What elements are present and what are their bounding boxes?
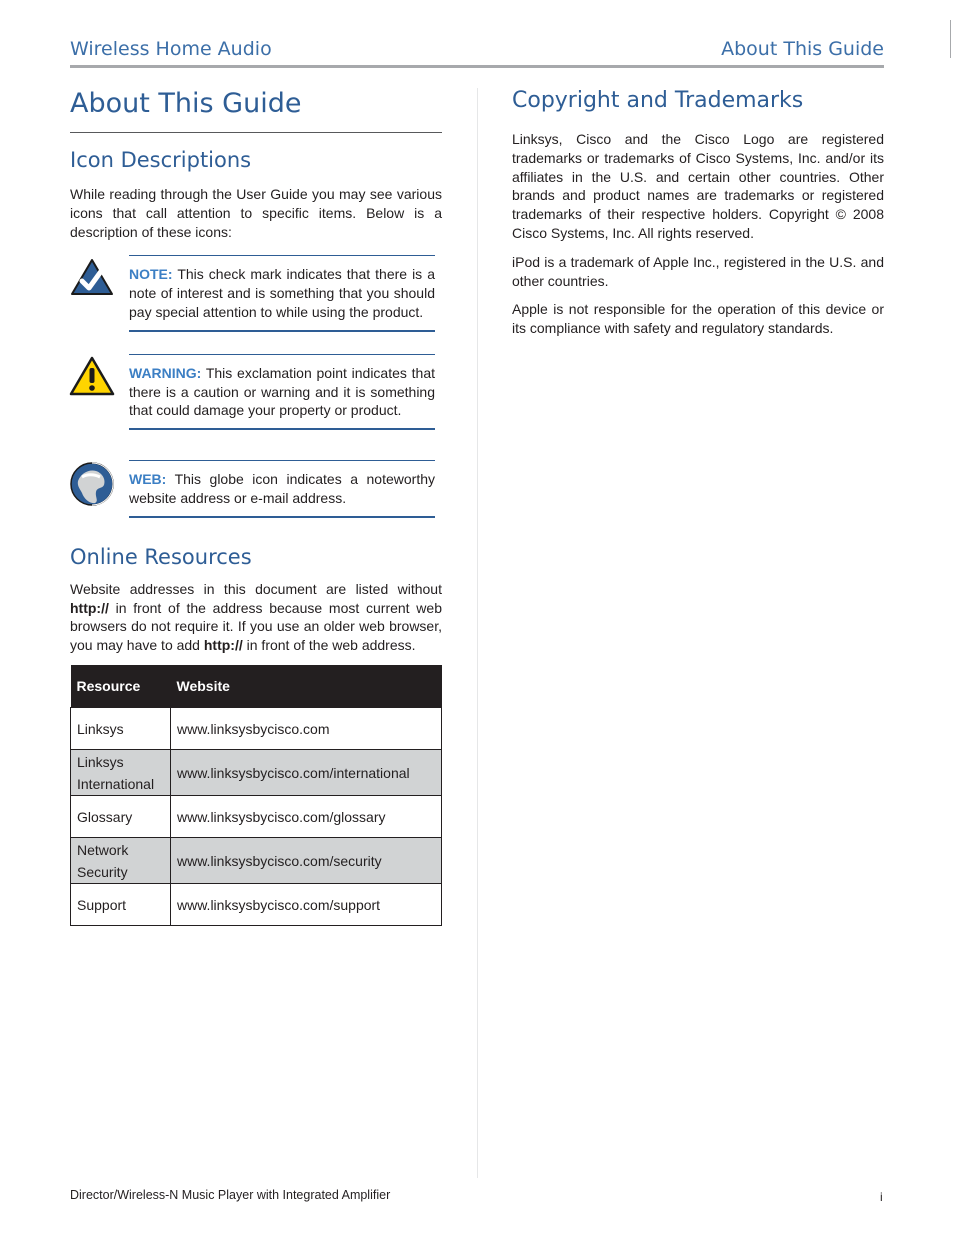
note-text (129, 265, 435, 321)
http-prefix-1: http:// (70, 599, 109, 616)
column-divider (477, 88, 478, 1178)
online-text-part-2: in front of the address because most current web browsers do not require it. If you use an older web browser, you may have to add (70, 599, 442, 654)
resources-table (70, 665, 442, 927)
warning-callout (129, 354, 435, 430)
note-callout (129, 255, 435, 331)
globe-icon (69, 461, 115, 507)
table-header-row (71, 665, 442, 708)
online-resources-heading: Online Resources (70, 544, 252, 569)
running-header (70, 36, 884, 68)
warning-label: WARNING: (129, 364, 202, 381)
column-header-resource: Resource (71, 665, 171, 708)
footer-product-title: Director/Wireless-N Music Player with Integrated Amplifier (70, 1188, 391, 1202)
web-description: This globe icon indicates a noteworthy website address or e-mail address. (129, 471, 435, 506)
resource-cell: Support (71, 884, 171, 926)
online-text-part-1: Website addresses in this document are listed without (70, 580, 442, 597)
icon-descriptions-heading: Icon Descriptions (70, 148, 252, 172)
table-row (71, 838, 442, 884)
page-edge-mark (950, 20, 951, 58)
header-section-name: About This Guide (721, 38, 884, 60)
warning-text (129, 364, 435, 420)
left-column (70, 84, 442, 926)
table-row (71, 796, 442, 838)
online-resources-text (70, 580, 442, 655)
page-title: About This Guide (70, 84, 442, 133)
website-cell: www.linksysbycisco.com/support (171, 884, 442, 926)
website-cell: www.linksysbycisco.com/security (171, 838, 442, 884)
web-text (129, 470, 435, 508)
web-label: WEB: (129, 471, 167, 488)
resource-cell: Glossary (71, 796, 171, 838)
resource-cell: Linksys International (71, 750, 171, 796)
checkmark-icon (69, 256, 115, 302)
http-prefix-2: http:// (203, 637, 243, 654)
online-text-part-3: in front of the web address. (242, 637, 416, 654)
warning-description: This exclamation point indicates that there is a caution or warning and it is something that could damage your property or product. (129, 364, 435, 419)
website-cell: www.linksysbycisco.com/glossary (171, 796, 442, 838)
right-column (512, 84, 884, 338)
website-cell: www.linksysbycisco.com (171, 708, 442, 750)
resource-cell: Network Security (71, 838, 171, 884)
copyright-heading: Copyright and Trademarks (512, 88, 804, 113)
website-cell: www.linksysbycisco.com/international (171, 750, 442, 796)
table-row (71, 708, 442, 750)
page-number: i (880, 1190, 883, 1204)
table-row (71, 750, 442, 796)
apple-disclaimer-paragraph: Apple is not responsible for the operation of this device or its compliance with safety and regulatory standards. (512, 301, 884, 337)
warning-icon (69, 355, 115, 401)
resource-cell: Linksys (71, 708, 171, 750)
note-description: This check mark indicates that there is a note of interest and is something that you should pay special attention to while using the product. (129, 266, 435, 320)
web-callout (129, 460, 435, 518)
table-row (71, 884, 442, 926)
ipod-trademark-paragraph: iPod is a trademark of Apple Inc., registered in the U.S. and other countries. (512, 253, 884, 289)
icon-descriptions-intro: While reading through the User Guide you may see various icons that call attention to specific items. Below is a description of these icons: (70, 186, 442, 240)
copyright-paragraph: Linksys, Cisco and the Cisco Logo are registered trademarks or trademarks of Cisco Systems, Inc. and/or its affiliates in the U.S. and certain other countries. Other brands and product names are trademarks or registered trademarks of their respective holders. Copyright © 2008 Cisco Systems, Inc. All rights reserved. (512, 131, 884, 241)
column-header-website: Website (171, 665, 442, 708)
header-product-name: Wireless Home Audio (70, 38, 272, 60)
note-label: NOTE: (129, 266, 173, 283)
